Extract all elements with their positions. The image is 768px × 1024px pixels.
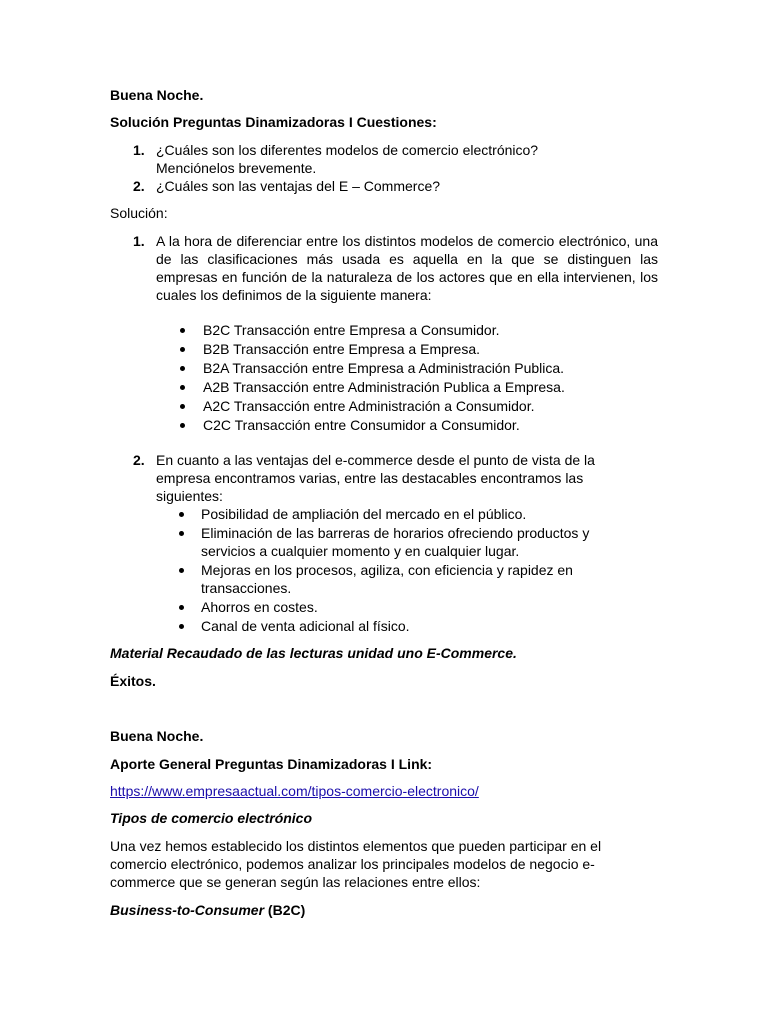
answer-paragraph: A la hora de diferenciar entre los distintos modelos de comercio electrónico, una de las clasificaciones más usada es aquella en la que se distinguen las empresas en función de la naturaleza de los actores que en ella intervienen, los cuales los definimos de la siguiente manera: <box>156 233 658 303</box>
question-number: 2. <box>133 178 145 194</box>
closing: Éxitos. <box>110 673 156 689</box>
bullet-icon <box>180 347 185 352</box>
answer-number: 1. <box>133 233 145 249</box>
answer-number: 2. <box>133 452 145 468</box>
question-text: ¿Cuáles son las ventajas del E – Commerce? <box>156 178 441 194</box>
list-item: Posibilidad de ampliación del mercado en el público. <box>201 506 527 522</box>
greeting: Buena Noche. <box>110 87 204 103</box>
section-heading: Aporte General Preguntas Dinamizadoras I Link: <box>110 756 433 772</box>
b2c-heading <box>110 901 305 919</box>
list-item: A2B Transacción entre Administración Publica a Empresa. <box>203 379 565 395</box>
list-item: Mejoras en los procesos, agiliza, con eficiencia y rapidez en <box>201 562 573 578</box>
bullet-icon <box>179 624 184 629</box>
bullet-icon <box>180 366 185 371</box>
answer-line: En cuanto a las ventajas del e-commerce desde el punto de vista de la <box>156 452 595 468</box>
bullet-icon <box>180 404 185 409</box>
paragraph-line: Una vez hemos establecido los distintos elementos que pueden participar en el <box>110 838 602 854</box>
bullet-icon <box>179 531 184 536</box>
bullet-icon <box>180 328 185 333</box>
b2c-heading-bold: (B2C) <box>264 902 306 918</box>
bullet-icon <box>180 423 185 428</box>
source-link[interactable]: https://www.empresaactual.com/tipos-comercio-electronico/ <box>110 783 479 799</box>
solution-label: Solución: <box>110 205 168 221</box>
paragraph-line: comercio electrónico, podemos analizar los principales modelos de negocio e- <box>110 856 595 872</box>
paragraph-line: commerce que se generan según las relaciones entre ellos: <box>110 874 481 890</box>
list-item: C2C Transacción entre Consumidor a Consumidor. <box>203 417 520 433</box>
list-item: B2B Transacción entre Empresa a Empresa. <box>203 341 481 357</box>
answer-line: siguientes: <box>156 488 223 504</box>
question-text: Menciónelos brevemente. <box>156 160 317 176</box>
answer-line: empresa encontramos varias, entre las destacables encontramos las <box>156 470 584 486</box>
list-item: Eliminación de las barreras de horarios ofreciendo productos y <box>201 525 590 541</box>
list-item: A2C Transacción entre Administración a Consumidor. <box>203 398 535 414</box>
list-item: Canal de venta adicional al físico. <box>201 618 410 634</box>
question-text: ¿Cuáles son los diferentes modelos de comercio electrónico? <box>156 142 539 158</box>
bullet-icon <box>179 512 184 517</box>
greeting: Buena Noche. <box>110 728 204 744</box>
list-item-continued: servicios a cualquier momento y en cualquier lugar. <box>201 543 520 559</box>
bullet-icon <box>179 605 184 610</box>
section-heading: Solución Preguntas Dinamizadoras I Cuestiones: <box>110 114 437 130</box>
list-item-continued: transacciones. <box>201 580 292 596</box>
question-number: 1. <box>133 142 145 158</box>
subtitle: Tipos de comercio electrónico <box>110 810 313 826</box>
list-item: B2C Transacción entre Empresa a Consumidor. <box>203 322 500 338</box>
list-item: B2A Transacción entre Empresa a Administración Publica. <box>203 360 565 376</box>
bullet-icon <box>180 385 185 390</box>
bullet-icon <box>179 568 184 573</box>
b2c-heading-italic: Business-to-Consumer <box>110 902 265 918</box>
list-item: Ahorros en costes. <box>201 599 318 615</box>
material-note: Material Recaudado de las lecturas unidad uno E-Commerce. <box>110 645 517 661</box>
